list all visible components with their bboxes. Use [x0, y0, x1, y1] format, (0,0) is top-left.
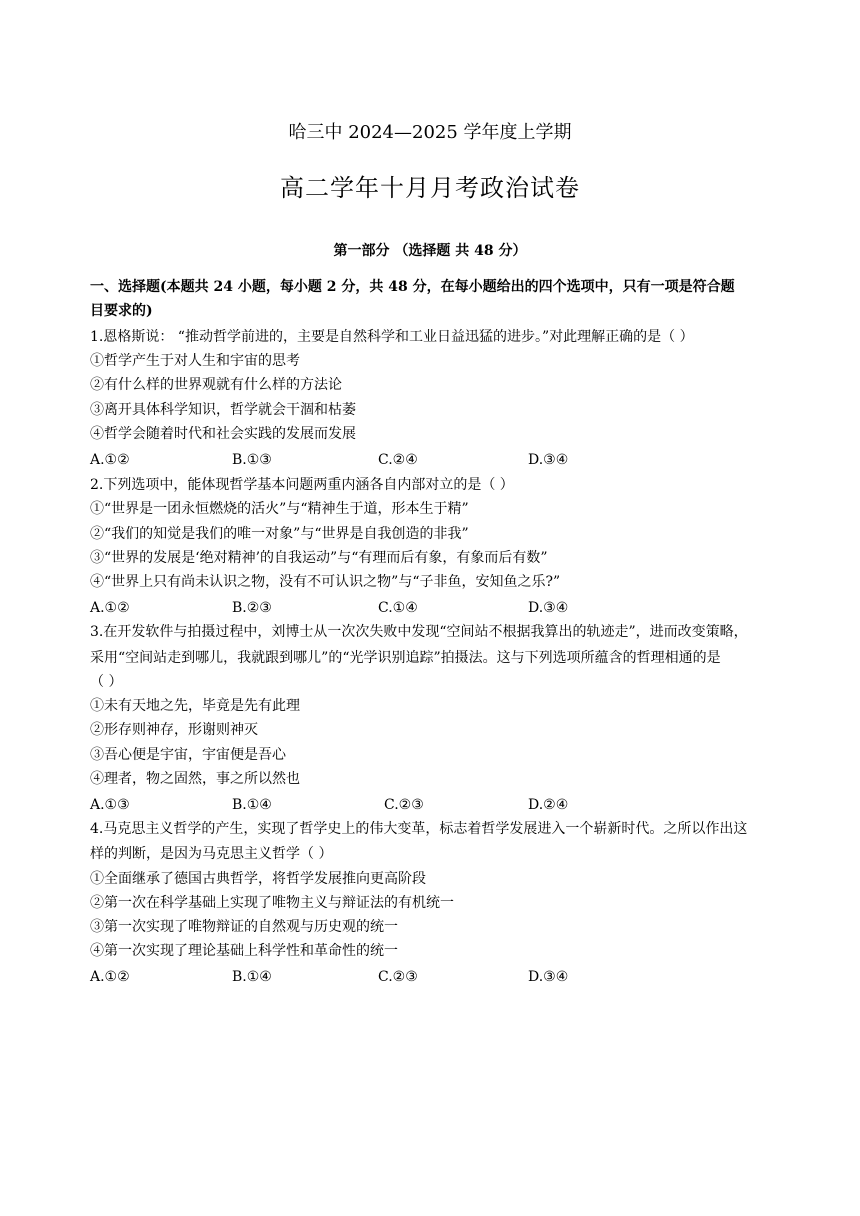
option-c[interactable]: C.①④ [378, 600, 418, 616]
question-4-item: ④第一次实现了理论基础上科学性和革命性的统一 [90, 943, 398, 959]
question-1-options [90, 450, 810, 470]
question-4-stem: 样的判断，是因为马克思主义哲学（ ） [90, 846, 333, 862]
question-3-stem: （ ） [90, 674, 123, 690]
question-3-stem: 3.在开发软件与拍摄过程中，刘博士从一次次失败中发现“空间站不根据我算出的轨迹走”，进而改变策略， [90, 624, 748, 640]
option-a[interactable]: A.①② [90, 452, 130, 468]
question-2-stem: 2.下列选项中，能体现哲学基本问题两重内涵各自内部对立的是（ ） [90, 477, 514, 493]
exam-title: 高二学年十月月考政治试卷 [280, 174, 580, 202]
option-d[interactable]: D.③④ [528, 600, 569, 616]
option-b[interactable]: B.①③ [232, 452, 272, 468]
question-2-item: ②“我们的知觉是我们的唯一对象”与“世界是自我创造的非我” [90, 526, 469, 542]
option-d[interactable]: D.②④ [528, 797, 569, 813]
option-b[interactable]: B.①④ [232, 969, 272, 985]
question-3-item: ②形存则神存，形谢则神灭 [90, 722, 258, 738]
question-3-stem: 采用“空间站走到哪儿，我就跟到哪儿”的“光学识别追踪”拍摄法。这与下列选项所蕴含的哲理相通的是 [90, 650, 721, 666]
question-4-item: ②第一次在科学基础上实现了唯物主义与辩证法的有机统一 [90, 895, 454, 911]
question-3-item: ③吾心便是宇宙，宇宙便是吾心 [90, 747, 286, 763]
question-2-options [90, 598, 810, 618]
question-1-item: ①哲学产生于对人生和宇宙的思考 [90, 353, 300, 369]
question-1-item: ③离开具体科学知识，哲学就会干涸和枯萎 [90, 402, 356, 418]
question-2-item: ④“世界上只有尚未认识之物，没有不可认识之物”与“子非鱼，安知鱼之乐?” [90, 574, 561, 590]
question-4-item: ①全面继承了德国古典哲学，将哲学发展推向更高阶段 [90, 871, 426, 887]
question-3-options [90, 795, 810, 815]
option-a[interactable]: A.①③ [90, 797, 130, 813]
option-b[interactable]: B.②③ [232, 600, 272, 616]
option-c[interactable]: C.②④ [378, 452, 418, 468]
section-heading-line-2: 目要求的) [90, 303, 153, 319]
part-title: 第一部分 （选择题 共 48 分） [333, 243, 527, 259]
question-3-item: ①未有天地之先，毕竟是先有此理 [90, 698, 300, 714]
question-2-item: ①“世界是一团永恒燃烧的活火”与“精神生于道，形本生于精” [90, 501, 469, 517]
option-a[interactable]: A.①② [90, 600, 130, 616]
question-4-options [90, 967, 810, 987]
option-d[interactable]: D.③④ [528, 969, 569, 985]
question-4-stem: 4.马克思主义哲学的产生，实现了哲学史上的伟大变革，标志着哲学发展进入一个崭新时代。之所以作出这 [90, 821, 748, 837]
option-b[interactable]: B.①④ [232, 797, 272, 813]
question-1-item: ②有什么样的世界观就有什么样的方法论 [90, 377, 342, 393]
question-2-item: ③“世界的发展是‘绝对精神’的自我运动”与“有理而后有象，有象而后有数” [90, 550, 548, 566]
option-d[interactable]: D.③④ [528, 452, 569, 468]
school-term-title: 哈三中 2024—2025 学年度上学期 [288, 122, 572, 143]
question-3-item: ④理者，物之固然，事之所以然也 [90, 771, 300, 787]
section-heading-line-1: 一、选择题(本题共 24 小题，每小题 2 分，共 48 分，在每小题给出的四个选项中，只有一项是符合题 [90, 279, 735, 295]
question-1-item: ④哲学会随着时代和社会实践的发展而发展 [90, 426, 356, 442]
option-a[interactable]: A.①② [90, 969, 130, 985]
question-4-item: ③第一次实现了唯物辩证的自然观与历史观的统一 [90, 919, 398, 935]
option-c[interactable]: C.②③ [378, 969, 418, 985]
question-1-stem: 1.恩格斯说： “推动哲学前进的，主要是自然科学和工业日益迅猛的进步。”对此理解正确的是（ ） [90, 329, 694, 345]
option-c[interactable]: C.②③ [384, 797, 424, 813]
